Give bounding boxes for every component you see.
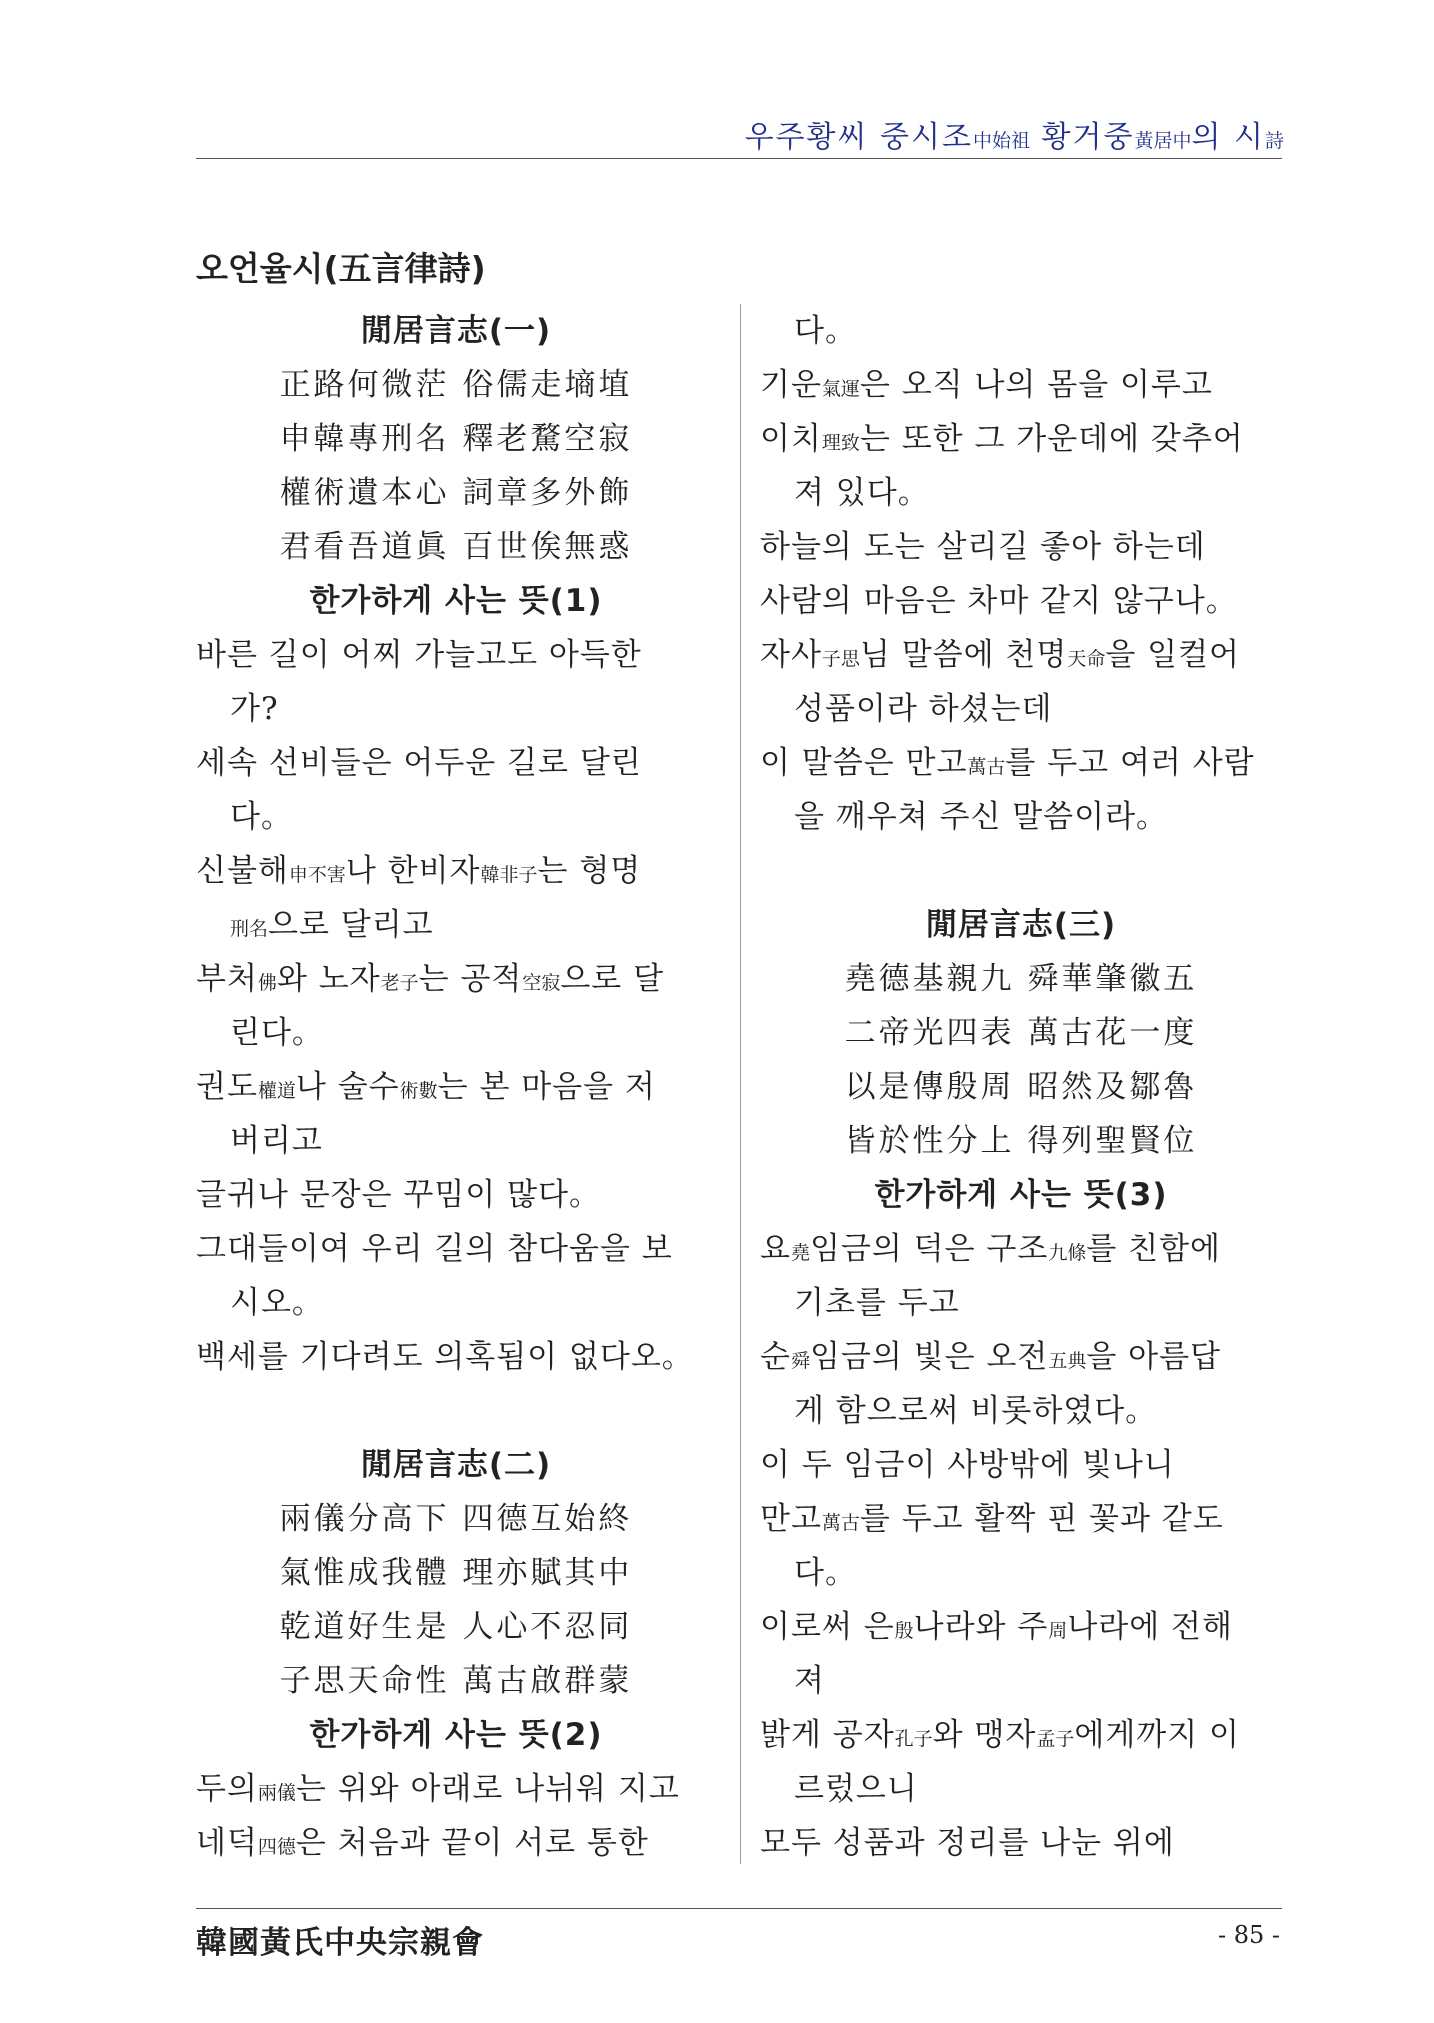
translation-line: 기운氣運은 오직 나의 몸을 이루고 [760,367,1213,403]
translation-line: 이치理致는 또한 그 가운데에 갖추어 [760,421,1244,457]
poem-line: 乾道好生是 人心不忍同 [279,1609,633,1645]
translation-title: 한가하게 사는 뜻(3) [874,1177,1168,1213]
header-rule [196,158,1282,159]
translation-line: 버리고 [230,1123,323,1159]
translation-line: 린다。 [230,1015,324,1051]
poem-line: 兩儀分高下 四德互始終 [279,1501,633,1537]
left-column [196,304,716,1870]
translation-line: 요堯임금의 덕은 구조九條를 친함에 [760,1231,1221,1267]
poem-title: 閒居言志(三) [925,907,1117,943]
translation-title: 한가하게 사는 뜻(2) [309,1717,603,1753]
translation-line: 이 말씀은 만고萬古를 두고 여러 사람 [760,745,1255,781]
translation-line: 바른 길이 어찌 가늘고도 아득한 [196,637,642,673]
translation-line: 이 두 임금이 사방밖에 빛나니 [760,1447,1175,1483]
translation-line: 다。 [230,799,293,835]
translation-line: 두의兩儀는 위와 아래로 나뉘워 지고 [196,1771,680,1807]
poem-line: 子思天命性 萬古啟群蒙 [279,1663,633,1699]
translation-line: 르렀으니 [794,1771,918,1807]
translation-line: 자사子思님 말씀에 천명天命을 일컬어 [760,637,1240,673]
poem-title: 閒居言志(一) [360,313,552,349]
translation-line: 을 깨우쳐 주신 말씀이라。 [794,799,1169,835]
translation-line: 시오。 [230,1285,324,1321]
translation-line: 만고萬古를 두고 활짝 핀 꽃과 같도 [760,1501,1224,1537]
poem-line: 正路何微茫 俗儒走墒埴 [279,367,633,403]
translation-title: 한가하게 사는 뜻(1) [309,583,603,619]
page-number: - 85 - [1217,1921,1280,1949]
translation-line: 져 [794,1663,825,1699]
poem-title: 閒居言志(二) [360,1447,552,1483]
translation-line: 하늘의 도는 살리길 좋아 하는데 [760,529,1206,565]
footer-organization: 韓國黃氏中央宗親會 [196,1925,484,1961]
poem-line: 以是傳殷周 昭然及鄒魯 [844,1069,1198,1105]
poem-line: 二帝光四表 萬古花一度 [844,1015,1198,1051]
header-text: 의 시 [1191,120,1265,155]
translation-line: 순舜임금의 빛은 오전五典을 아름답 [760,1339,1221,1375]
translation-line: 백세를 기다려도 의혹됨이 없다오。 [196,1339,694,1375]
translation-line: 세속 선비들은 어두운 길로 달린 [196,745,642,781]
header-hanja: 中始祖 [972,130,1030,152]
running-header [745,112,1284,156]
poem-line: 氣惟成我體 理亦賦其中 [279,1555,633,1591]
translation-line: 기초를 두고 [794,1285,960,1321]
translation-line: 네덕四德은 처음과 끝이 서로 통한 [196,1825,649,1861]
translation-line: 이로써 은殷나라와 주周나라에 전해 [760,1609,1233,1645]
spacer [196,1384,716,1438]
column-divider [740,304,741,1864]
translation-line: 가? [230,691,279,727]
translation-line: 밝게 공자孔子와 맹자孟子에게까지 이 [760,1717,1240,1753]
header-text: 우주황씨 중시조 [744,120,973,155]
poem-line: 皆於性分上 得列聖賢位 [844,1123,1198,1159]
translation-line: 그대들이여 우리 길의 참다움을 보 [196,1231,673,1267]
poem-line: 君看吾道眞 百世俟無惑 [279,529,633,565]
header-text: 황거중 [1029,120,1135,155]
translation-line: 부처佛와 노자老子는 공적空寂으로 달 [196,961,665,997]
translation-line: 모두 성품과 정리를 나눈 위에 [760,1825,1175,1861]
translation-line: 다。 [794,313,857,349]
spacer [760,844,1282,898]
translation-line: 글귀나 문장은 꾸밈이 많다。 [196,1177,601,1213]
poem-line: 申韓專刑名 釋老騖空寂 [279,421,633,457]
header-hanja: 詩 [1264,130,1284,152]
footer-rule [196,1908,1282,1909]
poem-line: 堯德基親九 舜華肇徽五 [844,961,1198,997]
translation-line: 성품이라 하셨는데 [794,691,1053,727]
translation-line: 신불해申不害나 한비자韓非子는 형명 [196,853,642,889]
header-hanja: 黃居中 [1134,130,1192,152]
section-title: 오언율시(五言律詩) [196,249,486,288]
translation-line: 刑名으로 달리고 [230,907,434,943]
translation-line: 다。 [794,1555,857,1591]
right-column [760,304,1282,1870]
poem-line: 權術遺本心 詞章多外飾 [279,475,633,511]
translation-line: 사람의 마음은 차마 같지 않구나。 [760,583,1238,619]
translation-line: 게 함으로써 비롯하였다。 [794,1393,1158,1429]
translation-line: 권도權道나 술수術數는 본 마음을 저 [196,1069,656,1105]
translation-line: 져 있다。 [794,475,930,511]
